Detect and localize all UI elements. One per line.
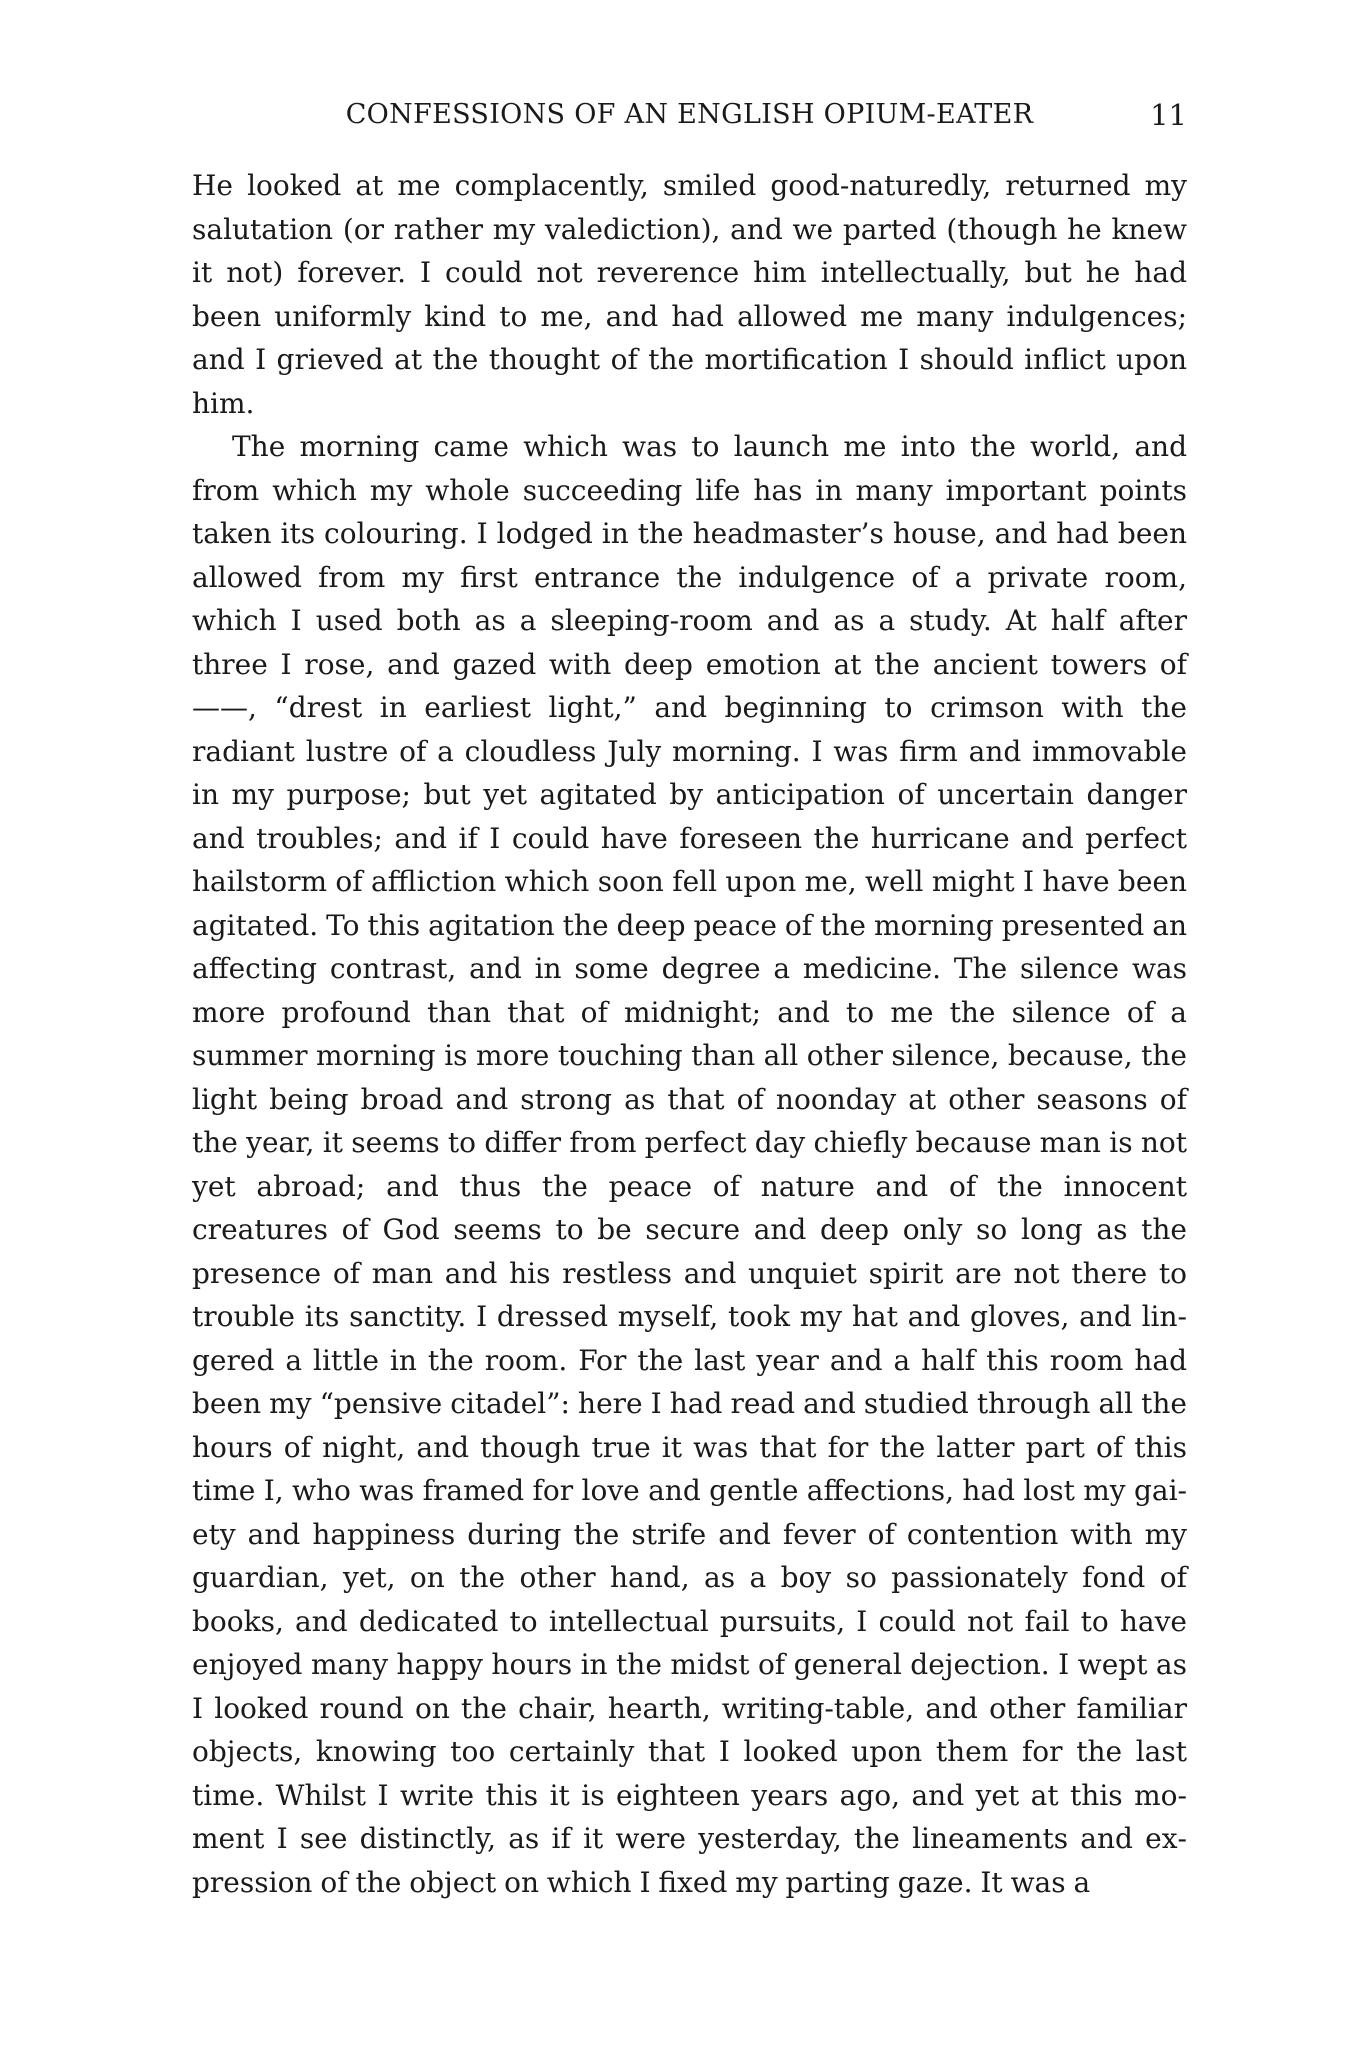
running-title: CONFESSIONS OF AN ENGLISH OPIUM-EATER bbox=[345, 99, 1034, 130]
body-text bbox=[192, 164, 1187, 1904]
book-page bbox=[192, 92, 1187, 1904]
paragraph-continued: He looked at me complacently, smiled good-naturedly, returned my salutation (or rather my valediction), and we parted (though he knew it not) forever. I could not reverence him intellectually, but he had been uniformly kind to me, and had allowed me many indulgences; and I grieved at the thought of the mortification I should inflict upon him. bbox=[192, 169, 1187, 420]
running-head bbox=[192, 92, 1187, 138]
page-number: 11 bbox=[1150, 98, 1187, 132]
paragraph-morning-departure: The morning came which was to launch me into the world, and from which my whole succeeding life has in many important points taken its colouring. I lodged in the headmaster’s house, and had been allowed from my first entrance the indulgence of a private room, which I used both as a sleeping-room and as a study. At half after three I rose, and gazed with deep emotion at the ancient towers of——, “drest in earliest light,” and beginning to crimson with the radiant lustre of a cloudless July morning. I was firm and immovable in my purpose; but yet agitated by anticipation of uncertain danger and troubles; and if I could have foreseen the hurricane and perfect hailstorm of affliction which soon fell upon me, well might I have been agitated. To this agitation the deep peace of the morning presented an affecting contrast, and in some degree a medicine. The silence was more profound than that of midnight; and to me the silence of a summer morning is more touching than all other silence, because, the light being broad and strong as that of noonday at other seasons of the year, it seems to differ from perfect day chiefly because man is not yet abroad; and thus the peace of nature and of the innocent creatures of God seems to be secure and deep only so long as the presence of man and his restless and unquiet spirit are not there to trouble its sanctity. I dressed myself, took my hat and gloves, and lingered a little in the room. For the last year and a half this room had been my “pensive citadel”: here I had read and studied through all the hours of night, and though true it was that for the latter part of this time I, who was framed for love and gentle affections, had lost my gaiety and happiness during the strife and fever of contention with my guardian, yet, on the other hand, as a boy so passionately fond of books, and dedicated to intellectual pursuits, I could not fail to have enjoyed many happy hours in the midst of general dejection. I wept as I looked round on the chair, hearth, writing-table, and other familiar objects, knowing too certainly that I looked upon them for the last time. Whilst I write this it is eighteen years ago, and yet at this moment I see distinctly, as if it were yesterday, the lineaments and expression of the object on which I fixed my parting gaze. It was a bbox=[192, 430, 1187, 1899]
